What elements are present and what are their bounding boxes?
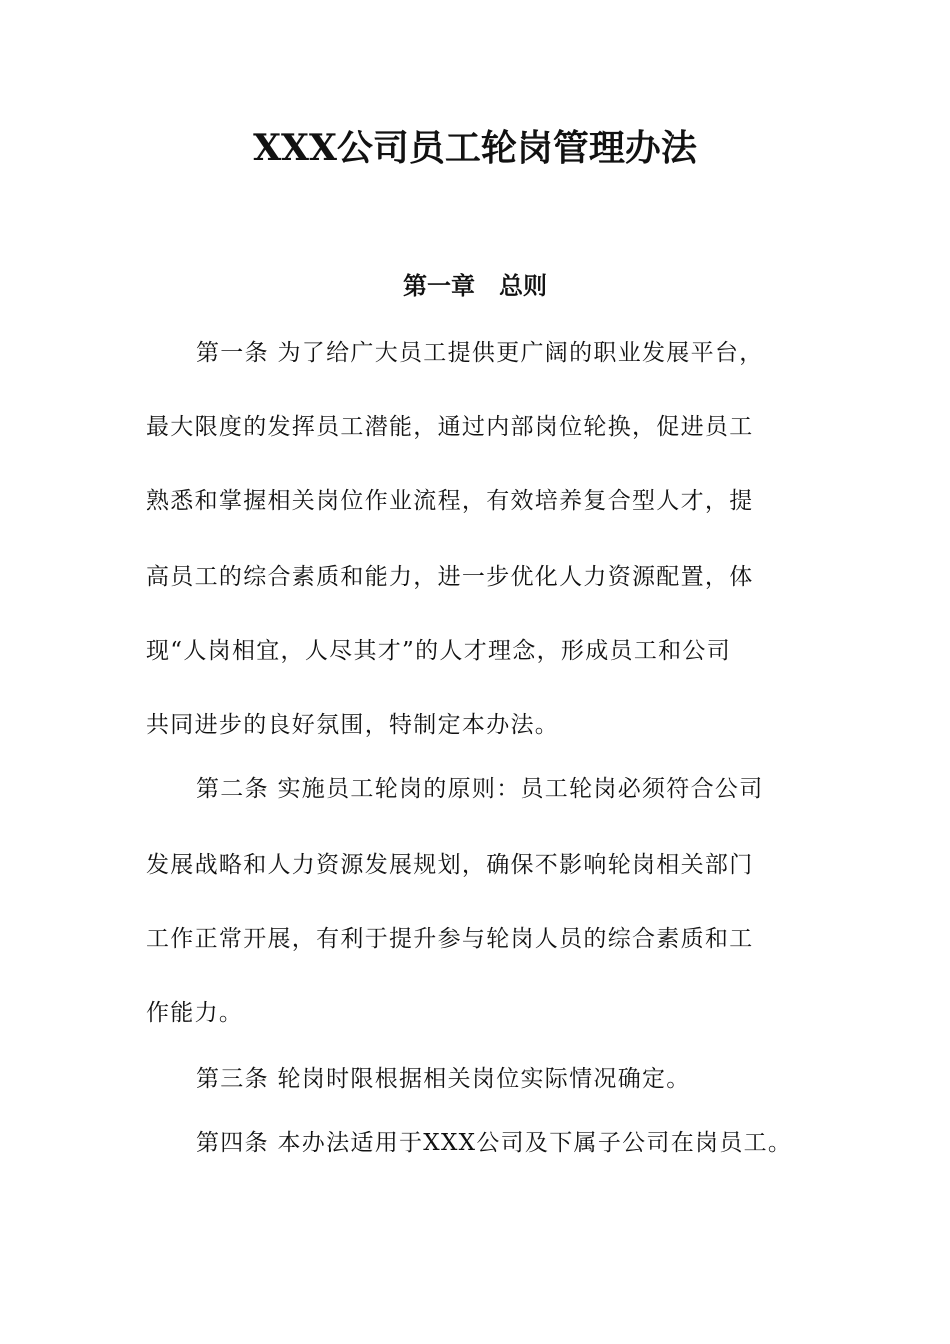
chapter-heading: 第一章 总则 xyxy=(403,272,547,300)
article-1-line-6: 共同进步的良好氛围，特制定本办法。 xyxy=(146,712,560,738)
article-1-line-5: 现“人岗相宜，人尽其才”的人才理念，形成员工和公司 xyxy=(146,638,732,664)
article-2-line-1: 第二条 实施员工轮岗的原则：员工轮岗必须符合公司 xyxy=(196,776,764,802)
document-title: XXX公司员工轮岗管理办法 xyxy=(253,127,697,169)
article-3-line-1: 第三条 轮岗时限根据相关岗位实际情况确定。 xyxy=(196,1066,691,1092)
article-2-line-3: 工作正常开展，有利于提升参与轮岗人员的综合素质和工 xyxy=(146,926,754,952)
article-2-line-2: 发展战略和人力资源发展规划，确保不影响轮岗相关部门 xyxy=(146,852,754,878)
article-2-line-4: 作能力。 xyxy=(146,1000,244,1026)
article-1-line-4: 高员工的综合素质和能力，进一步优化人力资源配置，体 xyxy=(146,564,754,590)
article-4-line-1: 第四条 本办法适用于XXX公司及下属子公司在岗员工。 xyxy=(196,1130,793,1156)
article-1-line-3: 熟悉和掌握相关岗位作业流程，有效培养复合型人才，提 xyxy=(146,488,754,514)
article-1-line-2: 最大限度的发挥员工潜能，通过内部岗位轮换，促进员工 xyxy=(146,414,754,440)
article-1-line-1: 第一条 为了给广大员工提供更广阔的职业发展平台， xyxy=(196,340,764,366)
